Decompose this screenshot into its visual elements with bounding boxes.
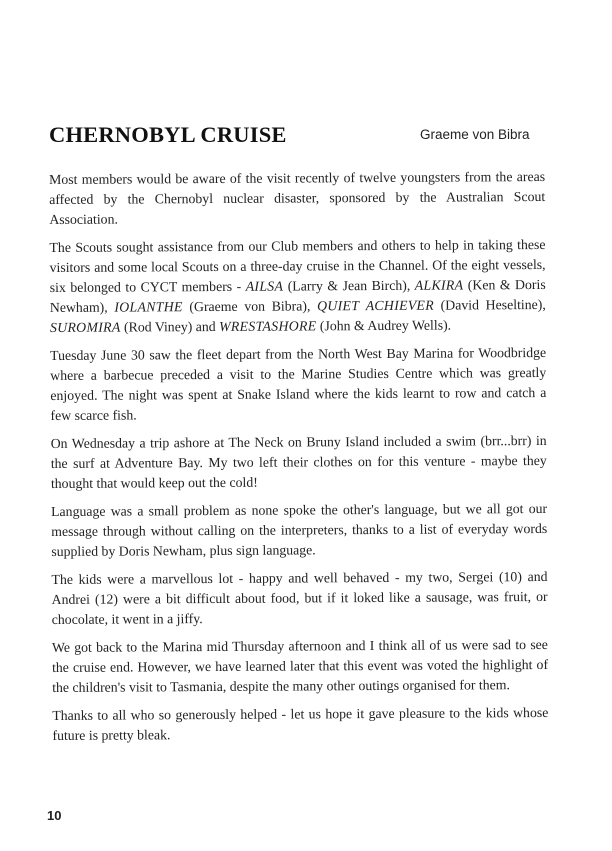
paragraph-intro: Most members would be aware of the visit recently of twelve youngsters from the areas affected by the Chernobyl nuclear disaster, sponsored by the Australian Scout Association. [49, 168, 546, 227]
paragraph-kids: The kids were a marvellous lot - happy and well behaved - my two, Sergei (10) and Andrei (12) were a bit difficult about food, but if it loked like a sausage, was fruit, or chocolate, it went in a jiffy. [51, 568, 548, 627]
paragraph-language: Language was a small problem as none spoke the other's language, but we all got our message through without calling on the interpreters, thanks to a list of everyday words supplied by Doris Newham, plus sign language. [51, 500, 548, 559]
vessel-owner: (Larry & Jean Birch), [283, 277, 415, 294]
paragraph-thanks: Thanks to all who so generously helped - let us hope it gave pleasure to the kids whose future is pretty bleak. [52, 704, 549, 743]
paragraph-return: We got back to the Marina mid Thursday afternoon and I think all of us were sad to see the cruise end. However, we have learned later that this event was voted the highlight of the children's visit to Tasmania, despite the many other outings organised for them. [51, 636, 549, 695]
vessel-owner: (John & Audrey Wells). [316, 317, 452, 334]
paragraph-tuesday: Tuesday June 30 saw the fleet depart from the North West Bay Marina for Woodbridge where a barbecue preceded a visit to the Marine Studies Centre which was greatly enjoyed. The night was spent at Snake Island where the kids learnt to row and catch a few scarce fish. [50, 344, 547, 423]
vessel-name: ALKIRA [414, 277, 464, 293]
vessel-owner: (Graeme von Bibra), [182, 298, 318, 315]
vessel-name: IOLANTHE [114, 299, 183, 315]
article-author: Graeme von Bibra [420, 127, 530, 142]
page-number: 10 [47, 808, 62, 823]
vessel-name: AILSA [245, 278, 284, 294]
paragraph-vessels [49, 235, 546, 338]
article-body [49, 167, 549, 754]
vessel-name: SUROMIRA [49, 319, 121, 335]
vessels-intro-text: The Scouts sought assistance from our Club members and others to help in taking these visitors and some local Scouts on a three-day cruise in the Channel. Of the eight vessels, six belonged to CYCT members - [49, 236, 546, 295]
vessel-name: QUIET ACHIEVER [317, 297, 435, 314]
vessel-owner: (Rod Viney) and [120, 318, 220, 335]
vessel-owner: (Ken & Doris Newham), [49, 276, 546, 315]
vessel-name: WRESTASHORE [219, 318, 317, 334]
article-title: CHERNOBYL CRUISE [49, 122, 287, 147]
vessel-owner: (David Heseltine), [433, 296, 546, 313]
paragraph-wednesday: On Wednesday a trip ashore at The Neck on Bruny Island included a swim (brr...brr) in the surf at Adventure Bay. My two left their clothes on for this venture - maybe they thought that would keep out the cold! [50, 432, 547, 491]
